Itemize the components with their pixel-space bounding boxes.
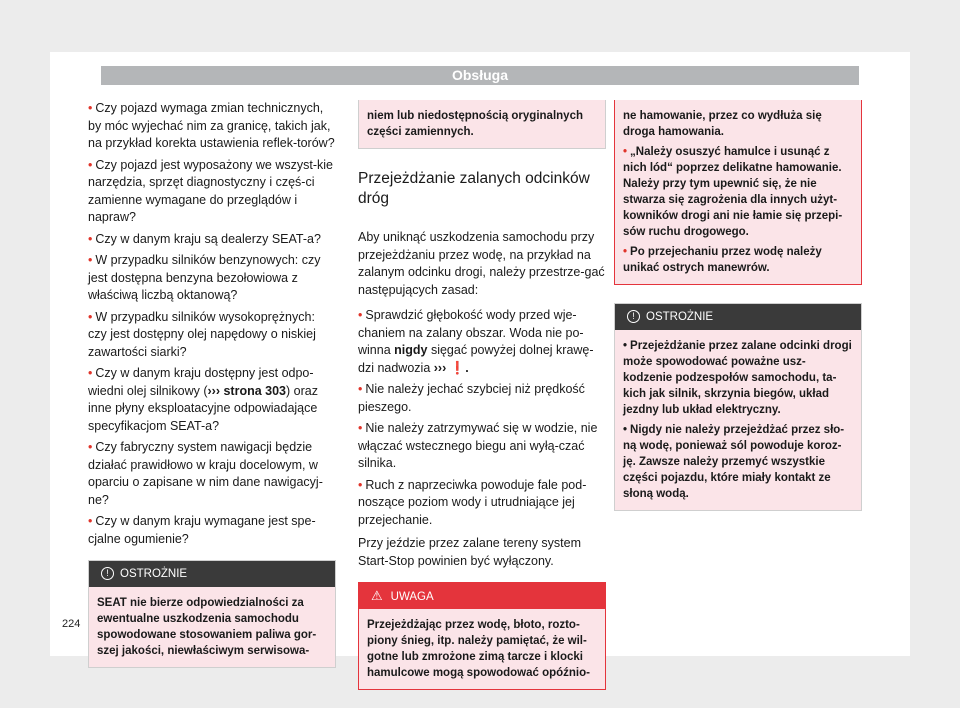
bullet-icon: • — [358, 308, 363, 322]
intro-paragraph: Aby uniknąć uszkodzenia samochodu przy przejeżdżaniu przez wodę, na przykład na zalanym odcinku drogi, należy przestrze-gać następujących zasad: — [358, 230, 605, 297]
bullet-icon: • — [88, 440, 93, 454]
warning-header: ⚠ UWAGA — [359, 583, 605, 609]
bullet-icon: • — [358, 477, 363, 492]
bullet-icon: • — [88, 101, 93, 115]
list-item: • Nie należy zatrzymywać się w wodzie, nie włączać wstecznego biegu ani wyłą-czać silnika. — [358, 421, 598, 470]
bullet-icon: • — [88, 253, 93, 267]
info-icon: ! — [101, 567, 114, 580]
warning-text: Przejeżdżając przez wodę, błoto, rozto-piony śnieg, itp. należy pamiętać, że wil-gotne lub zmrożone zimą tarcze i klocki hamulcowe mogą spowodować opóźnio- — [359, 609, 605, 689]
section-title: Przejeżdżanie zalanych odcinków dróg — [358, 170, 590, 207]
list-item: • W przypadku silników wysokoprężnych: czy jest dostępny olej napędowy o niskiej zawartości siarki? — [88, 309, 316, 359]
caution-header: ! OSTROŻNIE — [89, 561, 335, 587]
bullet-icon: • — [88, 514, 93, 528]
list-item: • Czy w danym kraju są dealerzy SEAT-a? — [88, 231, 321, 246]
note-paragraph: Przy jeździe przez zalane tereny system Start-Stop powinien być wyłączony. — [358, 536, 582, 568]
bullet-icon: • — [358, 421, 363, 435]
caution-box — [614, 303, 862, 511]
bullet-icon: • — [88, 157, 93, 172]
info-icon: ! — [627, 310, 640, 323]
caution-box-continued — [358, 100, 606, 149]
column-right — [614, 100, 862, 511]
list-item: • Nie należy jechać szybciej niż prędkość pieszego. — [358, 382, 585, 414]
list-item: • Przejeżdżanie przez zalane odcinki drogi może spowodować poważne usz-kodzenie podzespołów samochodu, ta-kich jak silnik, skrzynia biegów, układ jezdny lub układ elektryczny. — [623, 340, 852, 416]
bullet-icon: • — [623, 424, 628, 436]
bullet-icon: • — [88, 309, 93, 324]
page-header: Obsługa — [101, 66, 859, 85]
caution-header: ! OSTROŻNIE — [615, 304, 861, 330]
page-number: 224 — [62, 618, 81, 630]
list-item: • Czy pojazd jest wyposażony we wszyst-kie narzędzia, sprzęt diagnostyczny i częś-ci zamienne wymagane do przeglądów i napraw? — [88, 157, 333, 224]
list-item: • Po przejechaniu przez wodę należy unikać ostrych manewrów. — [623, 246, 822, 274]
caution-box — [88, 560, 336, 668]
list-item: • W przypadku silników benzynowych: czy jest dostępna benzyna bezołowiowa z właściwą liczbą oktanową? — [88, 253, 321, 302]
warning-box-continued — [614, 100, 862, 285]
bullet-icon: • — [623, 146, 628, 158]
caution-text: niem lub niedostępnością oryginalnych części zamiennych. — [359, 100, 605, 148]
bullet-icon: • — [88, 366, 93, 380]
page-reference-link[interactable]: ››› strona 303 — [207, 383, 286, 398]
list-item: • Nigdy nie należy przejeżdżać przez sło-ną wodę, ponieważ sól powoduje koroz-ję. Zawsze należy przemyć wszystkie części pojazdu, które miały kontakt ze słoną wodą. — [623, 424, 845, 500]
bullet-icon: • — [623, 340, 628, 352]
caution-text — [615, 330, 861, 510]
bullet-icon: • — [88, 231, 93, 246]
bullet-icon: • — [623, 246, 628, 258]
warning-text: ne hamowanie, przez co wydłuża się droga hamowania. • „Należy osuszyć hamulce i usunąć z nich lód“ poprzez delikatne hamowanie. Należy przy tym upewnić się, że nie stwarza się zagrożenia dla innych użyt-kowników drogi ani nie łamie się przepi-sów ruchu drogowego. • Po przejechaniu przez wodę należy unikać ostrych manewrów. — [615, 100, 861, 284]
list-item: • Ruch z naprzeciwka powoduje fale pod-noszące poziom wody i utrudniające jej przejechanie. — [358, 477, 587, 527]
list-item: • Czy w danym kraju dostępny jest odpo-wiedni olej silnikowy (››› strona 303) oraz inne płyny eksploatacyjne odpowiadające specyfikacjom SEAT-a? — [88, 366, 318, 433]
warning-triangle-icon: ⚠ — [371, 588, 383, 603]
list-item: • Czy fabryczny system nawigacji będzie działać prawidłowo w kraju docelowym, w oparciu o zapisane w nim dane nawigacyj-ne? — [88, 440, 323, 507]
column-left — [88, 100, 336, 668]
warning-reference-link[interactable]: ››› ❗. — [433, 360, 469, 375]
caution-text: SEAT nie bierze odpowiedzialności za ewentualne uszkodzenia samochodu spowodowane stosowaniem paliwa gor-szej jakości, niewłaściwym serwisowa- — [89, 587, 335, 667]
bullet-icon: • — [358, 382, 363, 396]
list-item: • „Należy osuszyć hamulce i usunąć z nich lód“ poprzez delikatne hamowanie. Należy przy tym upewnić się, że nie stwarza się zagrożenia dla innych użyt-kowników drogi ani nie łamie się przepi-sów ruchu drogowego. — [623, 146, 843, 238]
list-item: • Czy w danym kraju wymagane jest spe-cjalne ogumienie? — [88, 514, 316, 546]
warning-box — [358, 582, 606, 690]
list-item: • Sprawdzić głębokość wody przed wje-chaniem na zalany obszar. Woda nie po-winna nigdy sięgać powyżej dolnej krawę-dzi nadwozia ››› ❗. — [358, 308, 594, 375]
column-middle — [358, 100, 606, 690]
list-item: • Czy pojazd wymaga zmian technicznych, by móc wyjechać nim za granicę, takich jak, na przykład korekta ustawienia reflek-torów? — [88, 101, 335, 150]
